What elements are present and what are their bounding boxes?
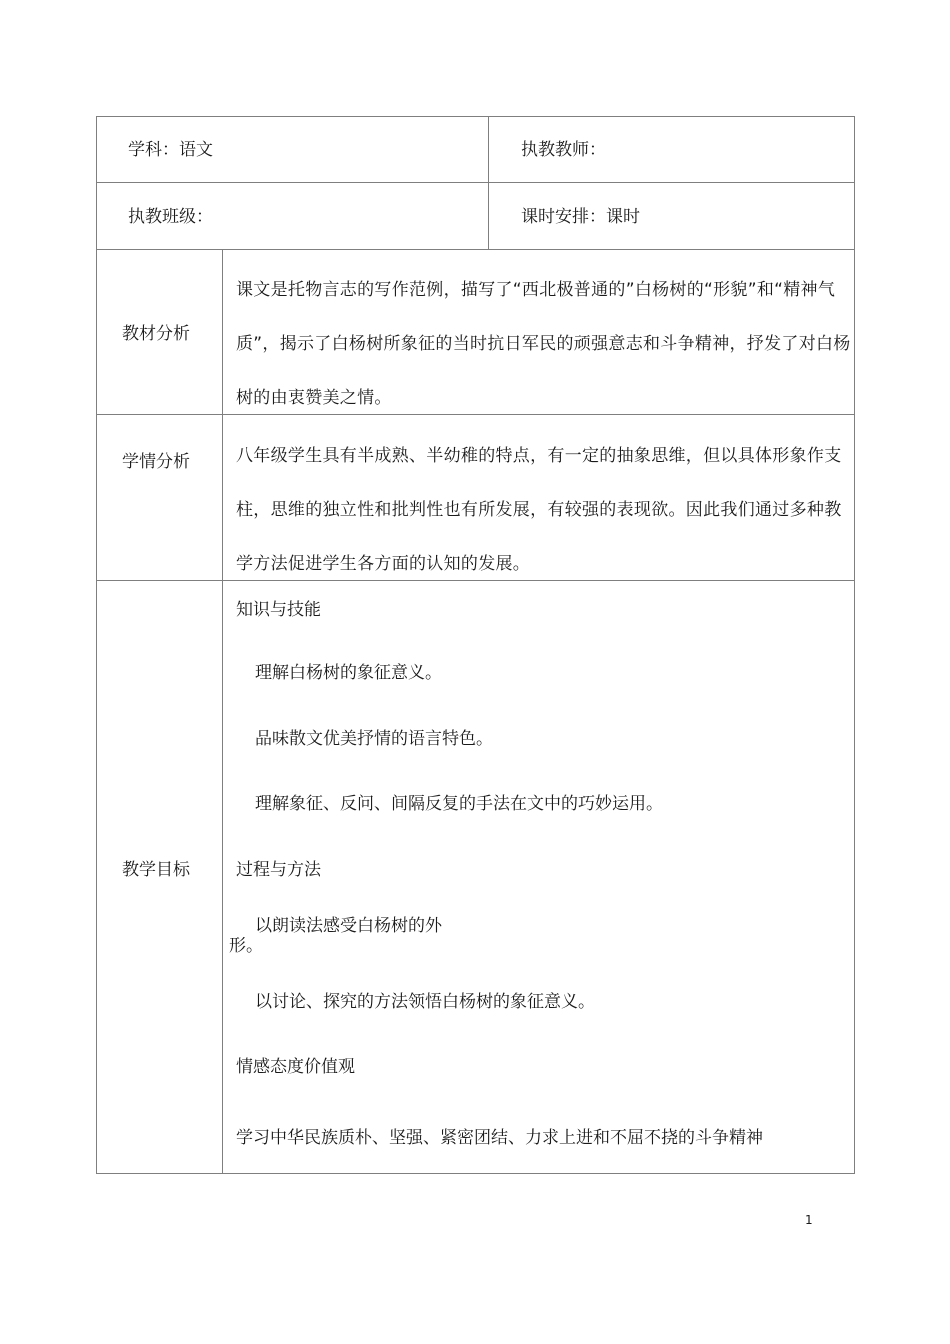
row-divider (96, 249, 855, 250)
knowledge-goal-3: 理解象征、反问、间隔反复的手法在文中的巧妙运用。 (255, 794, 663, 814)
schedule-cell: 课时安排：课时 (521, 207, 640, 227)
subject-cell: 学科：语文 (128, 140, 213, 160)
material-analysis-text: 课文是托物言志的写作范例，描写了“西北极普通的”白杨树的“形貌”和“精神气质”，揭示了白杨树所象征的当时抗日军民的顽强意志和斗争精神，抒发了对白杨树的由衷赞美之情。 (236, 280, 851, 408)
process-methods-heading: 过程与方法 (236, 860, 321, 880)
row-divider (96, 182, 855, 183)
class-cell: 执教班级： (128, 207, 213, 227)
process-goal-1-line-2: 形。 (229, 936, 263, 956)
learner-analysis-label: 学情分析 (122, 452, 190, 472)
header-column-divider (488, 116, 489, 249)
label-column-divider (222, 249, 223, 1174)
emotion-values-heading: 情感态度价值观 (236, 1057, 355, 1077)
teacher-cell: 执教教师： (521, 140, 606, 160)
process-goal-1-line-1: 以朗读法感受白杨树的外 (255, 916, 442, 936)
knowledge-skills-heading: 知识与技能 (236, 600, 321, 620)
material-analysis-label: 教材分析 (122, 324, 190, 344)
emotion-goal-1: 学习中华民族质朴、坚强、紧密团结、力求上进和不屈不挠的斗争精神 (236, 1128, 763, 1148)
learner-analysis-text: 八年级学生具有半成熟、半幼稚的特点，有一定的抽象思维，但以具体形象作支柱，思维的独立性和批判性也有所发展，有较强的表现欲。因此我们通过多种教学方法促进学生各方面的认知的发展。 (236, 446, 842, 574)
knowledge-goal-2: 品味散文优美抒情的语言特色。 (255, 729, 493, 749)
page-number: 1 (805, 1213, 813, 1227)
teaching-goals-label: 教学目标 (122, 860, 190, 880)
knowledge-goal-1: 理解白杨树的象征意义。 (255, 663, 442, 683)
process-goal-2: 以讨论、探究的方法领悟白杨树的象征意义。 (255, 992, 595, 1012)
